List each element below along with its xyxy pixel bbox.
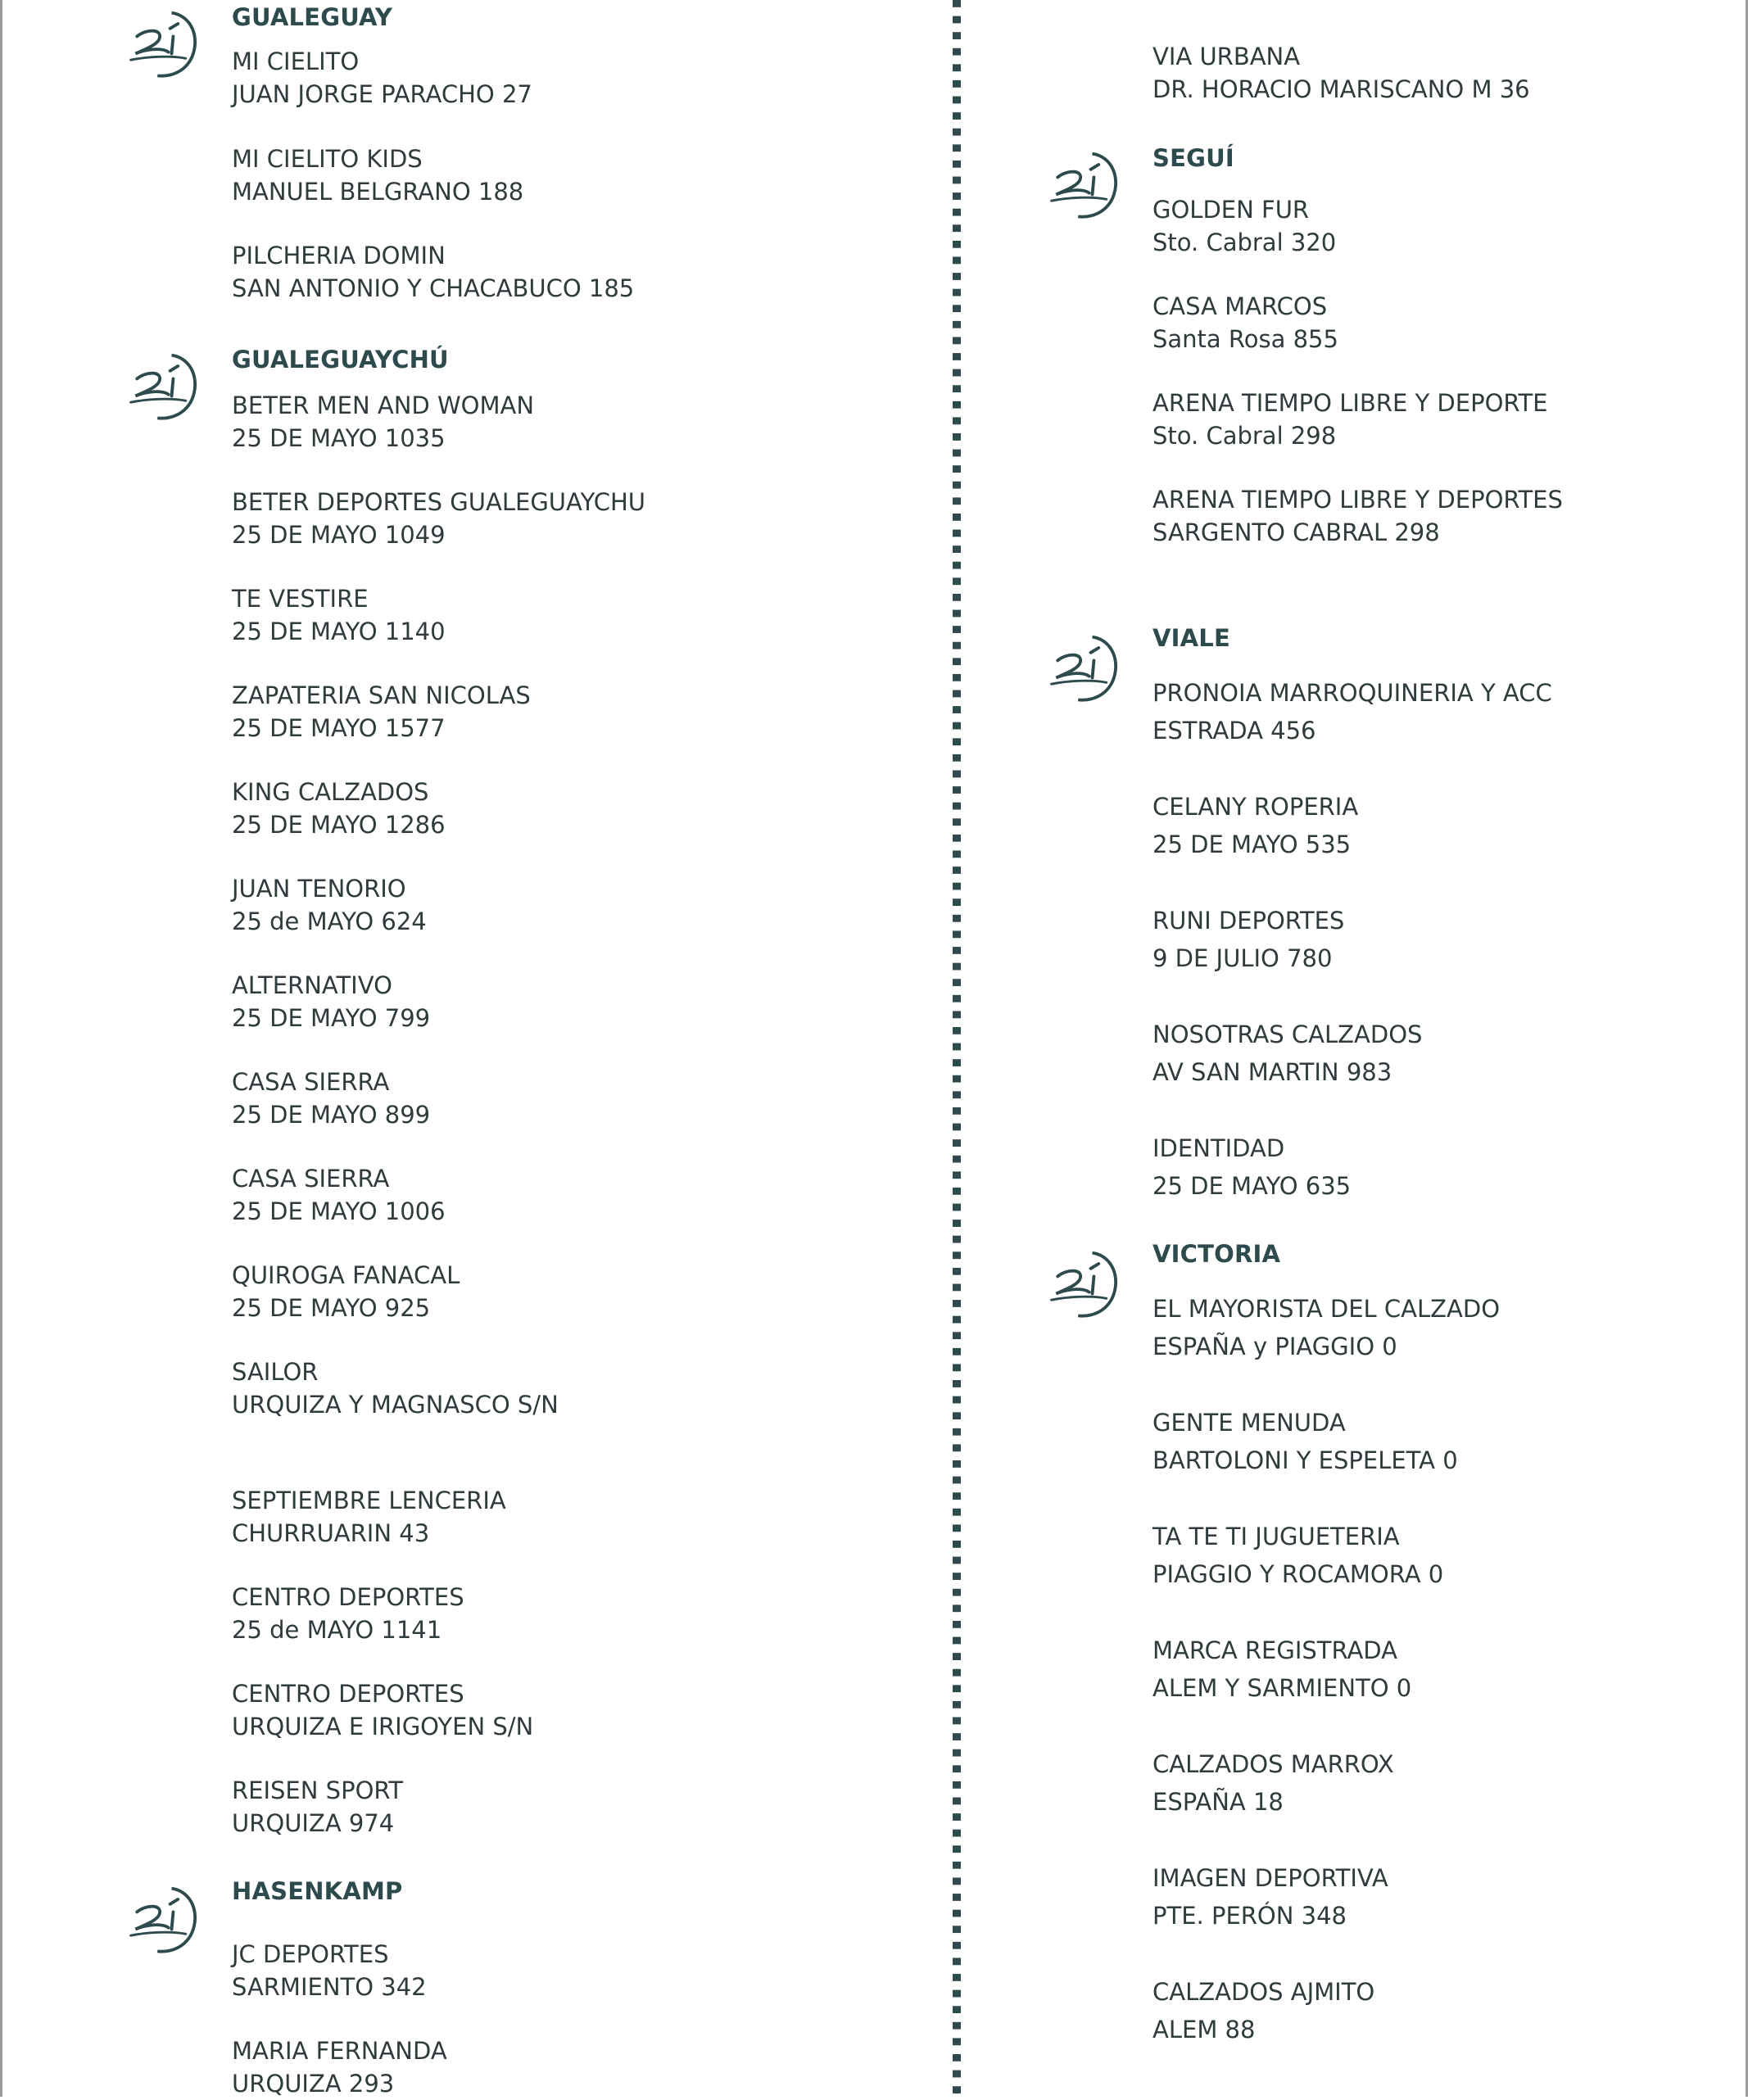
section-heading: VIALE xyxy=(1153,624,1230,652)
store-name: CELANY ROPERIA xyxy=(1153,793,1359,821)
store-entry xyxy=(1153,1016,1422,1091)
store-entry xyxy=(1153,674,1552,749)
store-name: BETER DEPORTES GUALEGUAYCHU xyxy=(232,488,646,516)
store-name: GOLDEN FUR xyxy=(1153,196,1310,224)
store-address: ALEM Y SARMIENTO 0 xyxy=(1153,1674,1412,1702)
store-name: EL MAYORISTA DEL CALZADO xyxy=(1153,1295,1501,1323)
store-name: MARIA FERNANDA xyxy=(232,2037,447,2065)
store-address: PTE. PERÓN 348 xyxy=(1153,1902,1347,1930)
brand-logo-icon xyxy=(1044,146,1122,224)
store-address: 25 DE MAYO 1286 xyxy=(232,811,446,839)
store-name: NOSOTRAS CALZADOS xyxy=(1153,1021,1423,1048)
store-name: ARENA TIEMPO LIBRE Y DEPORTE xyxy=(1153,389,1548,417)
store-address: URQUIZA E IRIGOYEN S/N xyxy=(232,1713,534,1740)
store-name: TA TE TI JUGUETERIA xyxy=(1153,1523,1400,1550)
store-address: JUAN JORGE PARACHO 27 xyxy=(232,80,532,108)
store-address: 25 DE MAYO 1035 xyxy=(232,424,446,452)
store-name: BETER MEN AND WOMAN xyxy=(232,391,535,419)
store-entry xyxy=(1153,1745,1394,1821)
store-name: KING CALZADOS xyxy=(232,778,429,806)
store-entry xyxy=(1153,788,1358,863)
store-entry xyxy=(1153,1859,1388,1935)
store-address: SARGENTO CABRAL 298 xyxy=(1153,518,1440,546)
store-address: 25 DE MAYO 1577 xyxy=(232,714,446,742)
store-entry xyxy=(1153,290,1338,355)
store-address: 25 de MAYO 1141 xyxy=(232,1616,442,1644)
store-address: 9 DE JULIO 780 xyxy=(1153,944,1333,972)
store-entry xyxy=(1153,1290,1500,1365)
section-heading: GUALEGUAYCHÚ xyxy=(232,346,449,373)
store-address: CHURRUARIN 43 xyxy=(232,1519,430,1547)
store-address: ESPAÑA y PIAGGIO 0 xyxy=(1153,1333,1397,1360)
store-address: PIAGGIO Y ROCAMORA 0 xyxy=(1153,1560,1444,1588)
store-name: GENTE MENUDA xyxy=(1153,1409,1346,1437)
store-entry xyxy=(1153,483,1563,549)
store-name: SAILOR xyxy=(232,1358,319,1386)
store-name: QUIROGA FANACAL xyxy=(232,1261,460,1289)
store-address: MANUEL BELGRANO 188 xyxy=(232,178,524,206)
store-name: CENTRO DEPORTES xyxy=(232,1583,464,1611)
brand-logo-icon xyxy=(1044,1245,1122,1324)
store-address: 25 DE MAYO 1049 xyxy=(232,521,446,549)
store-name: IDENTIDAD xyxy=(1153,1134,1285,1162)
store-name: PRONOIA MARROQUINERIA Y ACC xyxy=(1153,679,1552,707)
store-name: SEPTIEMBRE LENCERIA xyxy=(232,1487,506,1514)
store-name: CASA MARCOS xyxy=(1153,292,1328,320)
store-address: SAN ANTONIO Y CHACABUCO 185 xyxy=(232,274,635,302)
store-name: PILCHERIA DOMIN xyxy=(232,242,446,269)
store-address: 25 DE MAYO 925 xyxy=(232,1294,431,1322)
store-address: 25 de MAYO 624 xyxy=(232,907,427,935)
store-name: JC DEPORTES xyxy=(232,1940,389,1968)
store-address: ALEM 88 xyxy=(1153,2016,1256,2043)
section-heading: SEGUÍ xyxy=(1153,144,1234,172)
store-name: MI CIELITO xyxy=(232,48,360,75)
store-address: URQUIZA Y MAGNASCO S/N xyxy=(232,1391,559,1419)
store-entry xyxy=(1153,387,1547,452)
store-name: CENTRO DEPORTES xyxy=(232,1680,464,1708)
store-address: Sto. Cabral 320 xyxy=(1153,229,1337,256)
store-name: ALTERNATIVO xyxy=(232,971,392,999)
store-name: TE VESTIRE xyxy=(232,585,369,613)
store-address: DR. HORACIO MARISCANO M 36 xyxy=(1153,75,1530,103)
store-name: VIA URBANA xyxy=(1153,43,1301,70)
section-heading: VICTORIA xyxy=(1153,1240,1281,1268)
store-address: BARTOLONI Y ESPELETA 0 xyxy=(1153,1446,1458,1474)
store-address: 25 DE MAYO 1140 xyxy=(232,618,446,645)
store-entry xyxy=(1153,40,1530,106)
section-heading: GUALEGUAY xyxy=(232,3,393,31)
store-entry xyxy=(1153,1404,1458,1479)
dotted-column-divider xyxy=(953,0,961,2097)
store-name: CALZADOS MARROX xyxy=(1153,1750,1394,1778)
store-entry xyxy=(1153,1129,1351,1205)
store-address: ESTRADA 456 xyxy=(1153,717,1316,745)
store-name: MI CIELITO KIDS xyxy=(232,145,423,173)
store-address: URQUIZA 974 xyxy=(232,1809,395,1837)
store-address: SARMIENTO 342 xyxy=(232,1973,427,2001)
store-address: URQUIZA 293 xyxy=(232,2070,395,2098)
store-entry xyxy=(1153,902,1344,977)
store-entry xyxy=(1153,1632,1411,1707)
brand-logo-icon xyxy=(1044,629,1122,708)
store-entry xyxy=(1153,1973,1374,2048)
store-address: AV SAN MARTIN 983 xyxy=(1153,1058,1393,1086)
store-entry xyxy=(1153,1518,1443,1593)
store-name: JUAN TENORIO xyxy=(232,875,406,903)
store-name: REISEN SPORT xyxy=(232,1776,404,1804)
store-address: ESPAÑA 18 xyxy=(1153,1788,1284,1816)
store-name: IMAGEN DEPORTIVA xyxy=(1153,1864,1388,1892)
store-entry xyxy=(1153,193,1336,259)
store-name: CASA SIERRA xyxy=(232,1165,390,1193)
section-heading: HASENKAMP xyxy=(232,1877,403,1905)
store-address: Santa Rosa 855 xyxy=(1153,325,1338,353)
store-name: MARCA REGISTRADA xyxy=(1153,1636,1397,1664)
store-name: ZAPATERIA SAN NICOLAS xyxy=(232,681,531,709)
store-address: 25 DE MAYO 1006 xyxy=(232,1197,446,1225)
store-address: Sto. Cabral 298 xyxy=(1153,422,1337,450)
store-name: ARENA TIEMPO LIBRE Y DEPORTES xyxy=(1153,486,1563,514)
store-address: 25 DE MAYO 535 xyxy=(1153,830,1352,858)
store-address: 25 DE MAYO 635 xyxy=(1153,1172,1352,1200)
store-name: RUNI DEPORTES xyxy=(1153,907,1345,935)
store-address: 25 DE MAYO 799 xyxy=(232,1004,431,1032)
store-name: CASA SIERRA xyxy=(232,1068,390,1096)
store-name: CALZADOS AJMITO xyxy=(1153,1978,1375,2006)
store-address: 25 DE MAYO 899 xyxy=(232,1101,431,1129)
